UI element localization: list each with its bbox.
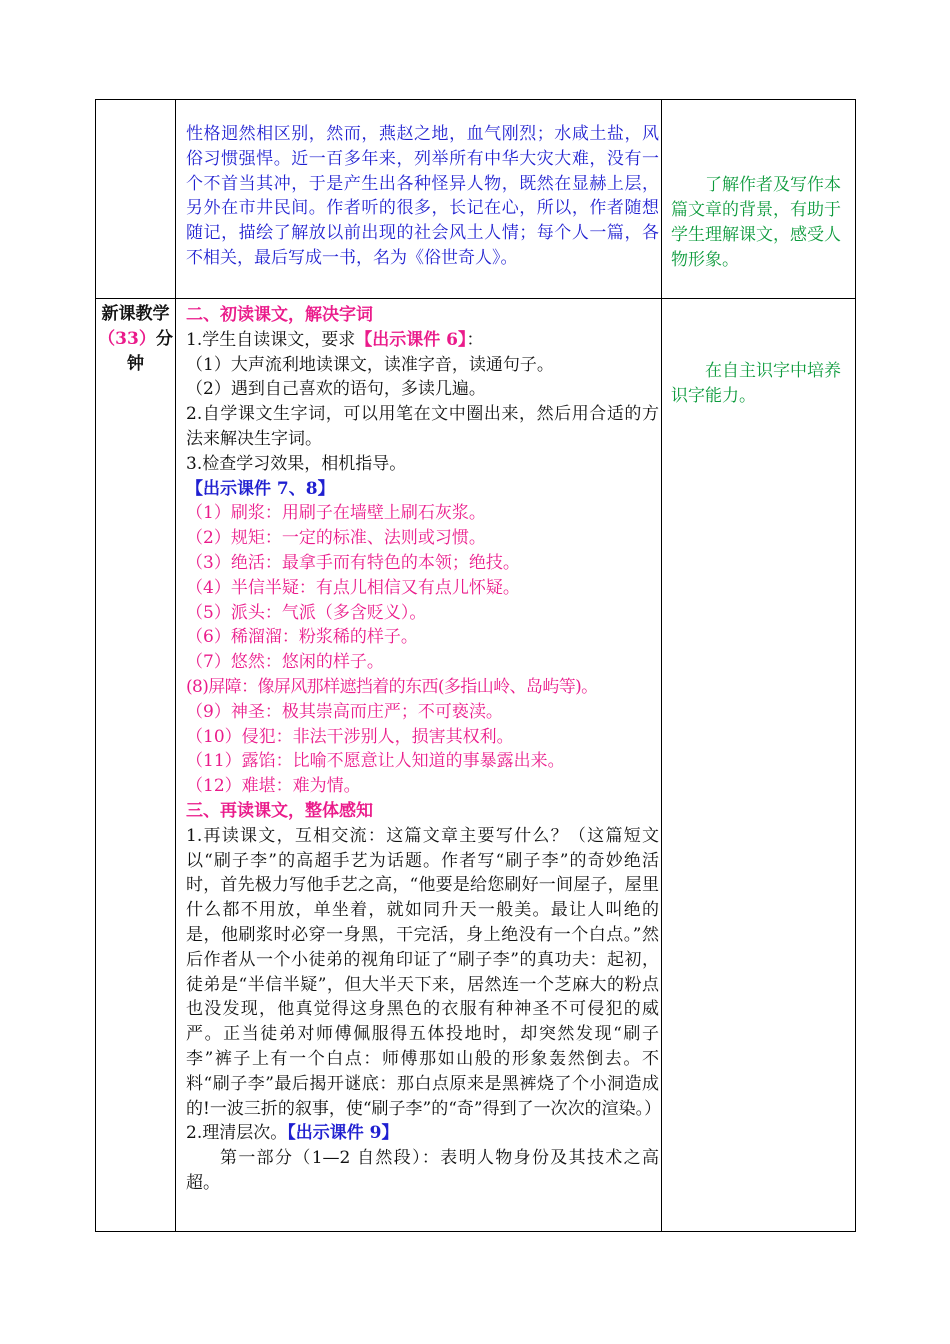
design-intent-note: 了解作者及写作本篇文章的背景，有助于学生理解课文，感受人物形象。 [671, 175, 841, 270]
stage-cell [96, 299, 176, 1232]
lesson-plan-table [95, 99, 856, 1232]
reread-paragraph: 1.再读课文，互相交流：这篇文章主要写什么？（这篇短文以“刷子李”的高超手艺为话题。作者写“刷子李”的奇妙绝活时，首先极力写他手艺之高，“他要是给您刷好一间屋子，屋里什么都不用放，单坐着，就如同升天一般美。最让人叫绝的是，他刷浆时必穿一身黑，干完活，身上绝没有一个白点。”然后作者从一个小徒弟的视角印证了“刷子李”的真功夫：起初，徒弟是“半信半疑”，但大半天下来，居然连一个芝麻大的粉点也没发现，他真觉得这身黑色的衣服有种神圣不可侵犯的威严。正当徒弟对师傅佩服得五体投地时，却突然发现“刷子李”裤子上有一个白点：师傅那如山般的形象轰然倒去。不料“刷子李”最后揭开谜底：那白点原来是黑裤烧了个小洞造成的!一波三折的叙事，使“刷子李”的“奇”得到了一次次的渲染。） [186, 825, 662, 1119]
step-text: 1.学生自读课文，要求 [186, 329, 356, 350]
step-line [186, 328, 659, 353]
content-cell [176, 100, 662, 299]
step-line [186, 1121, 659, 1146]
vocab-item: （3）绝活：最拿手而有特色的本领；绝技。 [186, 552, 520, 573]
step-text: ： [466, 329, 484, 350]
content-cell [176, 299, 662, 1232]
part-line: 第一部分（1—2 自然段）：表明人物身份及其技术之高超。 [186, 1148, 659, 1193]
stage-header [96, 299, 175, 377]
section-title: 二、初读课文，解决字词 [186, 305, 373, 325]
vocab-item: （5）派头：气派（多含贬义）。 [186, 602, 427, 623]
intent-cell [662, 299, 856, 1232]
stage-unit: 分钟 [127, 329, 173, 374]
vocab-item: （2）规矩：一定的标准、法则或习惯。 [186, 528, 486, 549]
background-paragraph: 性格迥然相区别，然而，燕赵之地，血气刚烈；水咸土盐，风俗习惯强悍。近一百多年来，列举所有中华大灾大难，没有一个不首当其冲，于是产生出各种怪异人物，既然在显赫上层，另外在市井民间。作者听的很多，长记在心，所以，作者随想随记，描绘了解放以前出现的社会风土人情；每个人一篇，各不相关，最后写成一书，名为《俗世奇人》。 [186, 124, 659, 268]
stage-cell [96, 100, 176, 299]
table-row [96, 299, 856, 1232]
requirement-line: （1）大声流利地读课文，读准字音，读通句子。 [186, 354, 554, 375]
vocab-item: （7）悠然：悠闲的样子。 [186, 652, 384, 673]
vocab-item: （4）半信半疑：有点儿相信又有点儿怀疑。 [186, 577, 520, 598]
stage-title: 新课教学 [101, 304, 170, 324]
vocab-item: (8)屏障：像屏风那样遮挡着的东西(多指山岭、岛屿等)。 [186, 676, 598, 697]
courseware-tag: 【出示课件 9】 [287, 1123, 399, 1144]
intent-cell [662, 100, 856, 299]
vocab-item: （11）露馅：比喻不愿意让人知道的事暴露出来。 [186, 751, 565, 772]
vocab-item: （1）刷浆：用刷子在墙壁上刷石灰浆。 [186, 503, 486, 524]
vocab-item: （9）神圣：极其崇高而庄严；不可亵渎。 [186, 701, 503, 722]
step-text: 2.理清层次。 [186, 1123, 288, 1144]
vocab-item: （12）难堪：难为情。 [186, 776, 361, 797]
table-row [96, 100, 856, 299]
lesson-content [176, 299, 661, 1196]
design-intent-note: 在自主识字中培养识字能力。 [671, 361, 841, 406]
stage-minutes: （33） [98, 329, 156, 349]
courseware-tag: 【出示课件 6】 [355, 329, 467, 350]
section-title: 三、再读课文，整体感知 [186, 800, 373, 821]
requirement-line: （2）遇到自己喜欢的语句，多读几遍。 [186, 379, 486, 400]
courseware-tag: 【出示课件 7、8】 [186, 478, 335, 499]
vocab-item: （10）侵犯：非法干涉别人，损害其权利。 [186, 726, 514, 747]
step-line: 3.检查学习效果，相机指导。 [186, 453, 407, 474]
vocab-item: （6）稀溜溜：粉浆稀的样子。 [186, 627, 418, 648]
step-line: 2.自学课文生字词，可以用笔在文中圈出来，然后用合适的方法来解决生字词。 [186, 404, 659, 449]
